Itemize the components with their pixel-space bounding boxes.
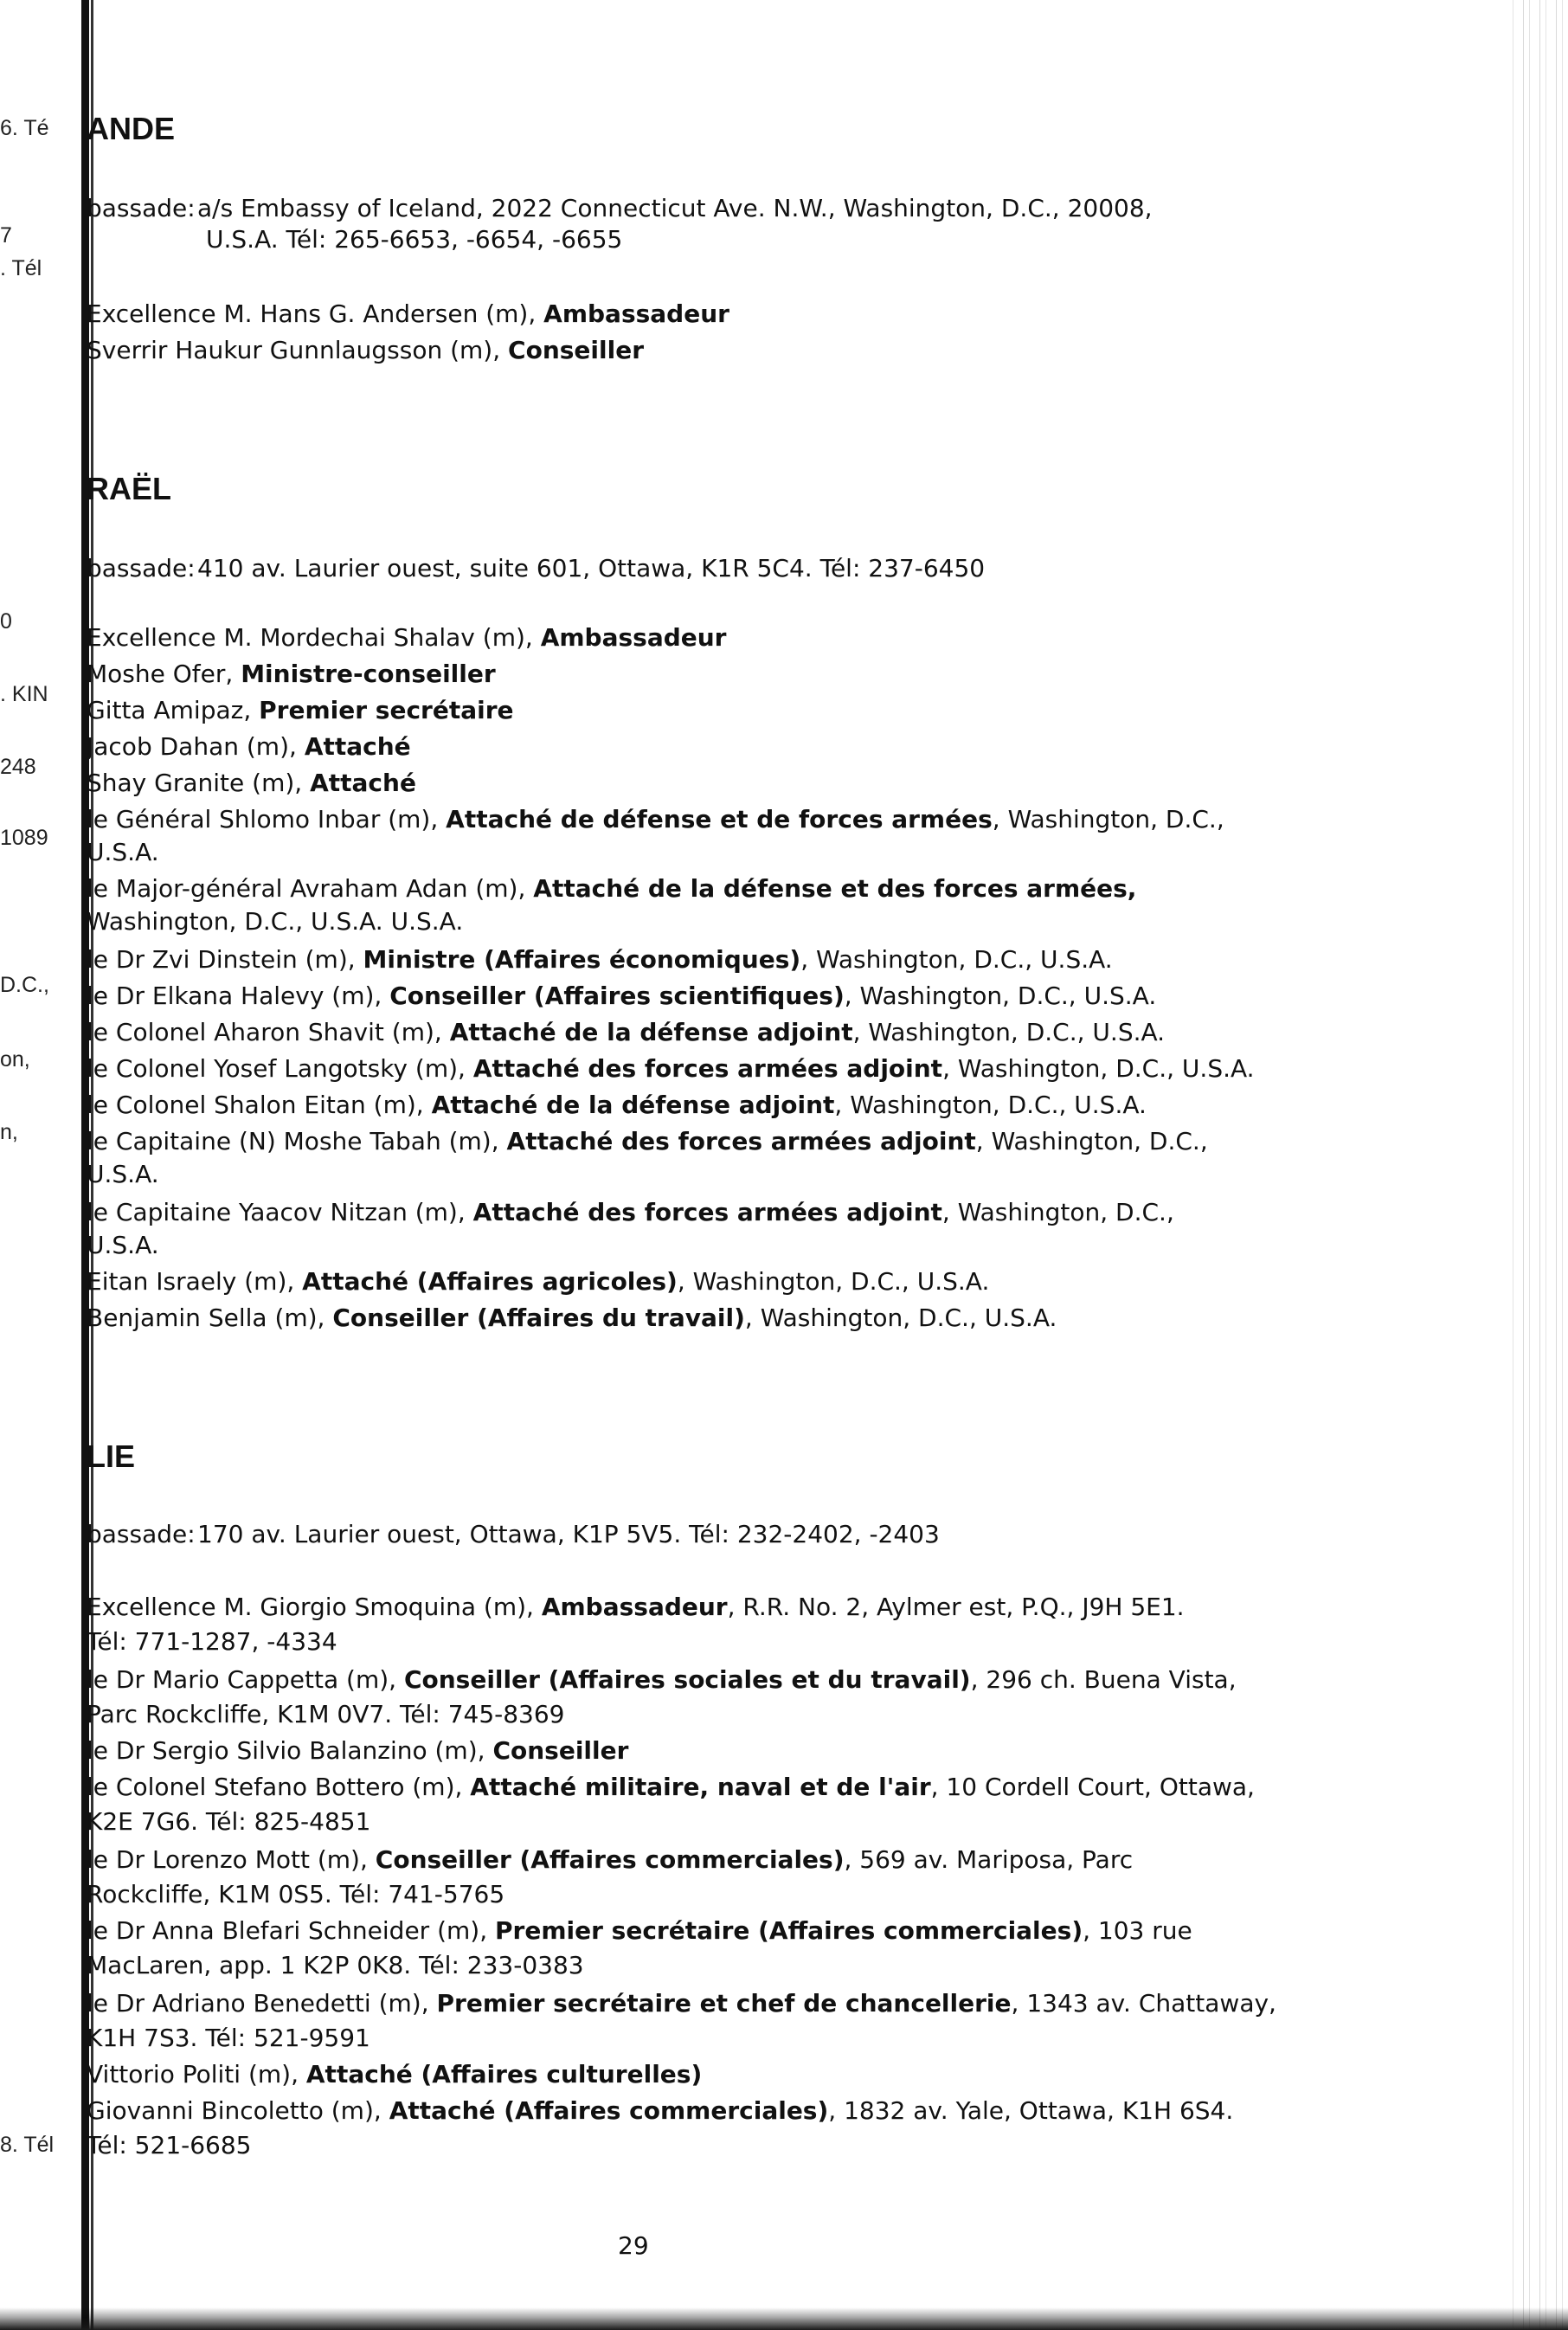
margin-fragment: n,	[0, 1120, 18, 1144]
margin-fragment: 0	[0, 609, 12, 634]
staff-entry: Moshe Ofer, Ministre-conseiller	[87, 660, 496, 688]
staff-entry: Excellence M. Giorgio Smoquina (m), Ambassadeur, R.R. No. 2, Aylmer est, P.Q., J9H 5E1.	[87, 1593, 1185, 1621]
staff-entry: le Dr Anna Blefari Schneider (m), Premier secrétaire (Affaires commerciales), 103 rue	[87, 1916, 1192, 1945]
embassy-address	[87, 554, 985, 582]
staff-entry: Shay Granite (m), Attaché	[87, 769, 416, 797]
staff-entry: le Capitaine Yaacov Nitzan (m), Attaché des forces armées adjoint, Washington, D.C.,	[87, 1198, 1174, 1226]
staff-entry-continued: Rockcliffe, K1M 0S5. Tél: 741-5765	[87, 1880, 505, 1908]
margin-fragment: . Tél	[0, 256, 42, 280]
staff-entry: le Dr Mario Cappetta (m), Conseiller (Affaires sociales et du travail), 296 ch. Buena Vista,	[87, 1665, 1237, 1694]
section-heading-italy: LIE	[87, 1439, 136, 1474]
address-label: bassade:	[87, 194, 196, 222]
page-edge-right	[1507, 0, 1568, 2330]
staff-entry: Excellence M. Mordechai Shalav (m), Ambassadeur	[87, 623, 727, 652]
margin-fragment: 1089	[0, 826, 48, 850]
staff-entry: le Général Shlomo Inbar (m), Attaché de défense et de forces armées, Washington, D.C.,	[87, 805, 1224, 834]
staff-entry: Eitan Israely (m), Attaché (Affaires agricoles), Washington, D.C., U.S.A.	[87, 1267, 990, 1296]
staff-entry: Jacob Dahan (m), Attaché	[87, 732, 411, 761]
staff-entry-continued: K2E 7G6. Tél: 825-4851	[87, 1807, 371, 1836]
staff-entry: Gitta Amipaz, Premier secrétaire	[87, 696, 514, 724]
staff-entry: le Dr Sergio Silvio Balanzino (m), Conseiller	[87, 1736, 629, 1765]
address-text: 410 av. Laurier ouest, suite 601, Ottawa, K1R 5C4. Tél: 237-6450	[197, 554, 986, 582]
staff-entry-continued: Washington, D.C., U.S.A. U.S.A.	[87, 907, 464, 936]
margin-fragment: 8. Tél	[0, 2133, 55, 2157]
margin-fragment: 248	[0, 755, 36, 779]
page-edge-bottom	[0, 2307, 1568, 2330]
staff-entry-continued: Tél: 771-1287, -4334	[87, 1627, 337, 1656]
staff-entry: Giovanni Bincoletto (m), Attaché (Affaires commerciales), 1832 av. Yale, Ottawa, K1H 6S4.	[87, 2096, 1234, 2125]
address-text: a/s Embassy of Iceland, 2022 Connecticut Ave. N.W., Washington, D.C., 20008,	[197, 194, 1153, 222]
staff-entry-continued: U.S.A.	[87, 838, 159, 866]
staff-entry: Benjamin Sella (m), Conseiller (Affaires du travail), Washington, D.C., U.S.A.	[87, 1303, 1057, 1332]
margin-fragment: . KIN	[0, 682, 48, 706]
address-label: bassade:	[87, 554, 196, 582]
staff-entry: le Dr Elkana Halevy (m), Conseiller (Affaires scientifiques), Washington, D.C., U.S.A.	[87, 982, 1157, 1010]
staff-entry: le Colonel Stefano Bottero (m), Attaché militaire, naval et de l'air, 10 Cordell Court, Ottawa,	[87, 1773, 1255, 1801]
staff-entry: le Dr Adriano Benedetti (m), Premier secrétaire et chef de chancellerie, 1343 av. Chattaway,	[87, 1989, 1276, 2018]
margin-fragment: 7	[0, 223, 12, 248]
staff-entry-continued: Parc Rockcliffe, K1M 0V7. Tél: 745-8369	[87, 1700, 565, 1728]
margin-fragment: 6. Té	[0, 116, 49, 140]
staff-entry: Sverrir Haukur Gunnlaugsson (m), Conseiller	[87, 336, 645, 364]
address-label: bassade:	[87, 1520, 196, 1548]
staff-entry: le Dr Lorenzo Mott (m), Conseiller (Affaires commerciales), 569 av. Mariposa, Parc	[87, 1845, 1134, 1874]
staff-entry: le Dr Zvi Dinstein (m), Ministre (Affaires économiques), Washington, D.C., U.S.A.	[87, 945, 1113, 974]
staff-entry: le Capitaine (N) Moshe Tabah (m), Attaché des forces armées adjoint, Washington, D.C.,	[87, 1127, 1208, 1155]
staff-entry: Excellence M. Hans G. Andersen (m), Ambassadeur	[87, 299, 729, 328]
address-text: 170 av. Laurier ouest, Ottawa, K1P 5V5. Tél: 232-2402, -2403	[197, 1520, 940, 1548]
section-heading-iceland: ANDE	[87, 111, 176, 146]
staff-entry: le Colonel Yosef Langotsky (m), Attaché des forces armées adjoint, Washington, D.C., U.S.A.	[87, 1054, 1255, 1083]
margin-fragment: on,	[0, 1047, 30, 1072]
embassy-address-continued: U.S.A. Tél: 265-6653, -6654, -6655	[206, 225, 623, 254]
embassy-address	[87, 1520, 940, 1548]
staff-entry-continued: U.S.A.	[87, 1231, 159, 1259]
embassy-address	[87, 194, 1153, 222]
staff-entry: Vittorio Politi (m), Attaché (Affaires culturelles)	[87, 2060, 703, 2089]
staff-entry: le Colonel Shalon Eitan (m), Attaché de la défense adjoint, Washington, D.C., U.S.A.	[87, 1091, 1147, 1119]
section-heading-israel: RAËL	[87, 471, 171, 506]
staff-entry: le Major-général Avraham Adan (m), Attaché de la défense et des forces armées,	[87, 874, 1137, 903]
staff-entry-continued: U.S.A.	[87, 1160, 159, 1188]
staff-entry-continued: MacLaren, app. 1 K2P 0K8. Tél: 233-0383	[87, 1951, 584, 1979]
staff-entry-continued: K1H 7S3. Tél: 521-9591	[87, 2024, 370, 2052]
staff-entry: le Colonel Aharon Shavit (m), Attaché de la défense adjoint, Washington, D.C., U.S.A.	[87, 1018, 1166, 1046]
margin-fragment: D.C.,	[0, 973, 49, 997]
staff-entry-continued: Tél: 521-6685	[87, 2131, 252, 2159]
page-number: 29	[618, 2231, 649, 2260]
